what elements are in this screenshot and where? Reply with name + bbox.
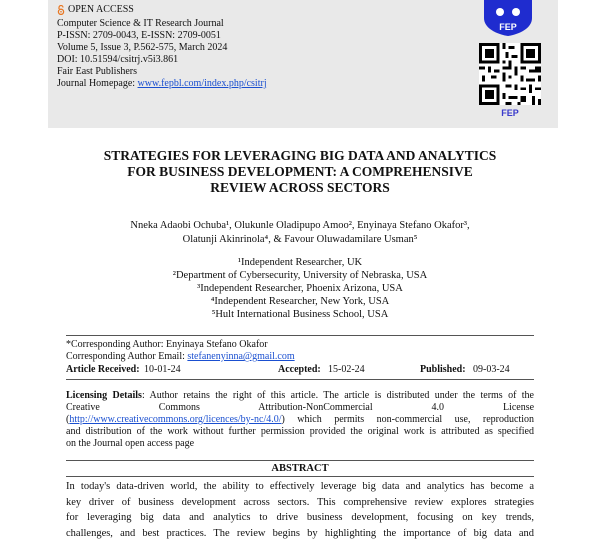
accepted-label: Accepted: <box>278 364 321 375</box>
abstract-body <box>66 479 534 541</box>
divider <box>66 460 534 461</box>
licensing-text: : Author retains the right of this article. The article is distributed under the terms of the <box>142 390 534 401</box>
open-access-lock-icon <box>57 5 65 15</box>
open-access-label: OPEN ACCESS <box>68 4 134 15</box>
publisher-name: Fair East Publishers <box>57 66 137 77</box>
licensing-word: Creative <box>66 402 100 413</box>
licensing-label: Licensing Details <box>66 390 142 401</box>
logo-text: FEP <box>483 22 533 32</box>
licensing-word: Commons <box>159 402 200 413</box>
licensing-details <box>66 390 534 450</box>
journal-issn: P-ISSN: 2709-0043, E-ISSN: 2709-0051 <box>57 30 221 41</box>
title-line: REVIEW ACROSS SECTORS <box>60 180 540 196</box>
article-doi: DOI: 10.51594/csitrj.v5i3.861 <box>57 54 178 65</box>
licensing-line: on the Journal open access page <box>66 438 534 450</box>
licensing-text: ) which permits non-commercial use, reproduction <box>282 414 534 425</box>
open-access-row <box>57 4 134 15</box>
corresponding-email-row <box>66 351 295 363</box>
affiliation: ²Department of Cybersecurity, University of Nebraska, USA <box>60 269 540 282</box>
article-title <box>60 148 540 196</box>
affiliation: ⁴Independent Researcher, New York, USA <box>60 295 540 308</box>
homepage-link[interactable]: www.fepbl.com/index.php/csitrj <box>138 78 267 89</box>
journal-name: Computer Science & IT Research Journal <box>57 18 224 29</box>
published-date: 09-03-24 <box>473 364 510 375</box>
journal-homepage <box>57 78 267 89</box>
licensing-text: ( <box>66 414 69 425</box>
abstract-line: In today's data-driven world, the ability to effectively leverage big data and analytics has become a <box>66 479 534 495</box>
author-line: Olatunji Akinrinola⁴, & Favour Oluwadamilare Usman⁵ <box>60 233 540 247</box>
abstract-line: for leveraging big data and analytics to drive business development, focusing on key trends, <box>66 510 534 526</box>
author-list <box>60 219 540 247</box>
affiliation: ¹Independent Researcher, UK <box>60 256 540 269</box>
divider <box>66 379 534 380</box>
abstract-heading: ABSTRACT <box>66 463 534 474</box>
licensing-line: and distribution of the work without further permission provided the original work is attributed as specified <box>66 426 534 438</box>
qr-code <box>479 43 541 105</box>
published-label: Published: <box>420 364 466 375</box>
licensing-word: License <box>503 402 534 413</box>
fep-caption: FEP <box>480 108 540 118</box>
title-line: STRATEGIES FOR LEVERAGING BIG DATA AND ANALYTICS <box>60 148 540 164</box>
licensing-line <box>66 414 534 426</box>
licensing-word: 4.0 <box>432 402 445 413</box>
accepted-date: 15-02-24 <box>328 364 365 375</box>
abstract-line: key driver of business development across sectors. This comprehensive review explores strategies <box>66 495 534 511</box>
journal-volume: Volume 5, Issue 3, P.562-575, March 2024 <box>57 42 227 53</box>
author-line: Nneka Adaobi Ochuba¹, Olukunle Oladipupo Amoo², Enyinaya Stefano Okafor³, <box>60 219 540 233</box>
licensing-line <box>66 390 534 402</box>
email-label: Corresponding Author Email: <box>66 351 187 362</box>
email-link[interactable]: stefanenyinna@gmail.com <box>187 351 294 362</box>
abstract-line: challenges, and best practices. The review begins by highlighting the importance of big data and <box>66 526 534 541</box>
divider <box>66 476 534 477</box>
corresponding-author: *Corresponding Author: Enyinaya Stefano Okafor <box>66 339 268 351</box>
homepage-label: Journal Homepage: <box>57 78 138 89</box>
affiliation: ³Independent Researcher, Phoenix Arizona, USA <box>60 282 540 295</box>
licensing-line <box>66 402 534 414</box>
received-date: 10-01-24 <box>144 364 181 375</box>
license-link[interactable]: http://www.creativecommons.org/licences/by-nc/4.0/ <box>69 414 281 425</box>
received-label: Article Received: <box>66 364 140 375</box>
affiliation: ⁵Hult International Business School, USA <box>60 308 540 321</box>
licensing-word: Attribution-NonCommercial <box>258 402 372 413</box>
title-line: FOR BUSINESS DEVELOPMENT: A COMPREHENSIVE <box>60 164 540 180</box>
affiliations <box>60 256 540 321</box>
divider <box>66 335 534 336</box>
